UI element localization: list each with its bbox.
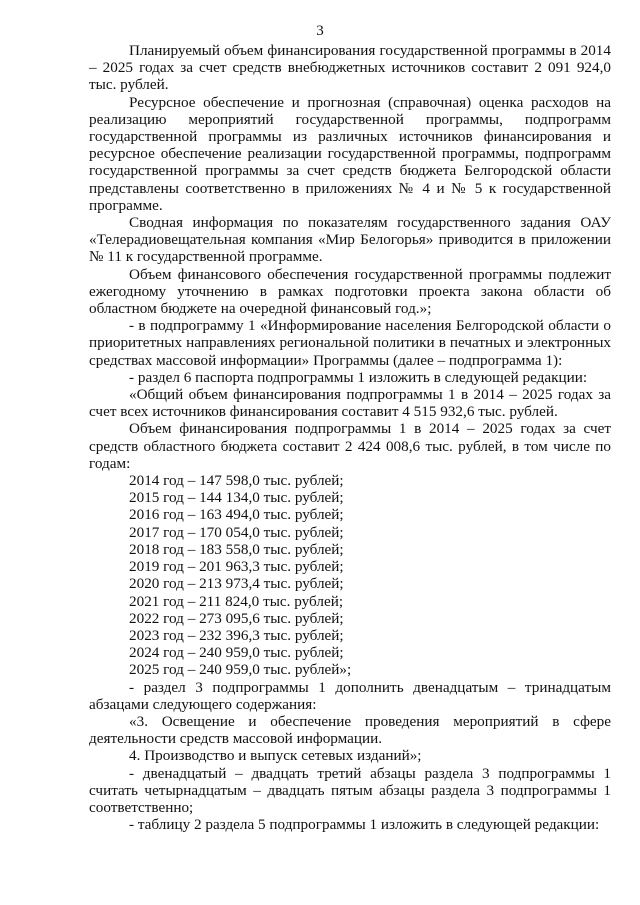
funding-by-year-list xyxy=(89,472,611,678)
paragraph-section-6: - раздел 6 паспорта подпрограммы 1 изложить в следующей редакции: xyxy=(129,368,588,386)
paragraph-renumbering: - двенадцатый – двадцать третий абзацы раздела 3 подпрограммы 1 считать четырнадцатым – двадцать пятым абзацы раздела 3 подпрограммы 1 соответственно; xyxy=(89,764,611,816)
list-item: 2025 год – 240 959,0 тыс. рублей»; xyxy=(129,661,352,679)
list-item: 2022 год – 273 095,6 тыс. рублей; xyxy=(129,609,344,627)
paragraph-annual-adjustment: Объем финансового обеспечения государственной программы подлежит ежегодному уточнению в рамках подготовки проекта закона области об областном бюджете на очередной финансовый год.»; xyxy=(89,265,611,318)
list-item: 2015 год – 144 134,0 тыс. рублей; xyxy=(129,489,344,507)
list-item: 2014 год – 147 598,0 тыс. рублей; xyxy=(129,472,344,490)
list-item: 2023 год – 232 396,3 тыс. рублей; xyxy=(129,626,344,644)
document-body xyxy=(89,42,611,833)
paragraph-item-4: 4. Производство и выпуск сетевых изданий»; xyxy=(129,747,422,765)
paragraph-regional-funding: Объем финансирования подпрограммы 1 в 2014 – 2025 годах за счет средств областного бюджета составит 2 424 008,6 тыс. рублей, в том числе по годам: xyxy=(89,420,611,472)
list-item: 2021 год – 211 824,0 тыс. рублей; xyxy=(129,592,344,610)
paragraph-table-2: - таблицу 2 раздела 5 подпрограммы 1 изложить в следующей редакции: xyxy=(129,816,600,834)
list-item: 2024 год – 240 959,0 тыс. рублей; xyxy=(129,644,344,662)
paragraph-subprogram-1: - в подпрограмму 1 «Информирование населения Белгородской области о приоритетных направлениях региональной политики в печатных и электронных средствах массовой информации» Программы (далее – подпрограмма 1): xyxy=(89,317,611,369)
paragraph-resource-support: Ресурсное обеспечение и прогнозная (справочная) оценка расходов на реализацию мероприятий государственной программы, подпрограмм государственной программы из различных источников финансирования и ресурсное обеспечение реализации государственной программы, подпрограмм государственной программы за счет средств бюджета Белгородской области представлены соответственно в приложениях № 4 и № 5 к государственной программе. xyxy=(89,93,611,214)
list-item: 2017 год – 170 054,0 тыс. рублей; xyxy=(129,523,344,541)
paragraph-item-3: «3. Освещение и обеспечение проведения мероприятий в сфере деятельности средств массовой информации. xyxy=(89,712,611,748)
list-item: 2016 год – 163 494,0 тыс. рублей; xyxy=(129,506,344,524)
list-item: 2018 год – 183 558,0 тыс. рублей; xyxy=(129,540,344,558)
paragraph-section-3-addition: - раздел 3 подпрограммы 1 дополнить двенадцатым – тринадцатым абзацами следующего содержания: xyxy=(89,678,611,713)
list-item: 2020 год – 213 973,4 тыс. рублей; xyxy=(129,575,344,593)
paragraph-total-funding: «Общий объем финансирования подпрограммы 1 в 2014 – 2025 годах за счет всех источников финансирования составит 4 515 932,6 тыс. рублей. xyxy=(89,386,611,421)
paragraph-external-funding: Планируемый объем финансирования государственной программы в 2014 – 2025 годах за счет средств внебюджетных источников составит 2 091 924,0 тыс. рублей. xyxy=(89,42,611,94)
paragraph-state-assignment: Сводная информация по показателям государственного задания ОАУ «Телерадиовещательная компания «Мир Белогорья» приводится в приложении № 11 к государственной программе. xyxy=(89,214,611,266)
list-item: 2019 год – 201 963,3 тыс. рублей; xyxy=(129,558,344,576)
page-number: 3 xyxy=(316,23,324,39)
